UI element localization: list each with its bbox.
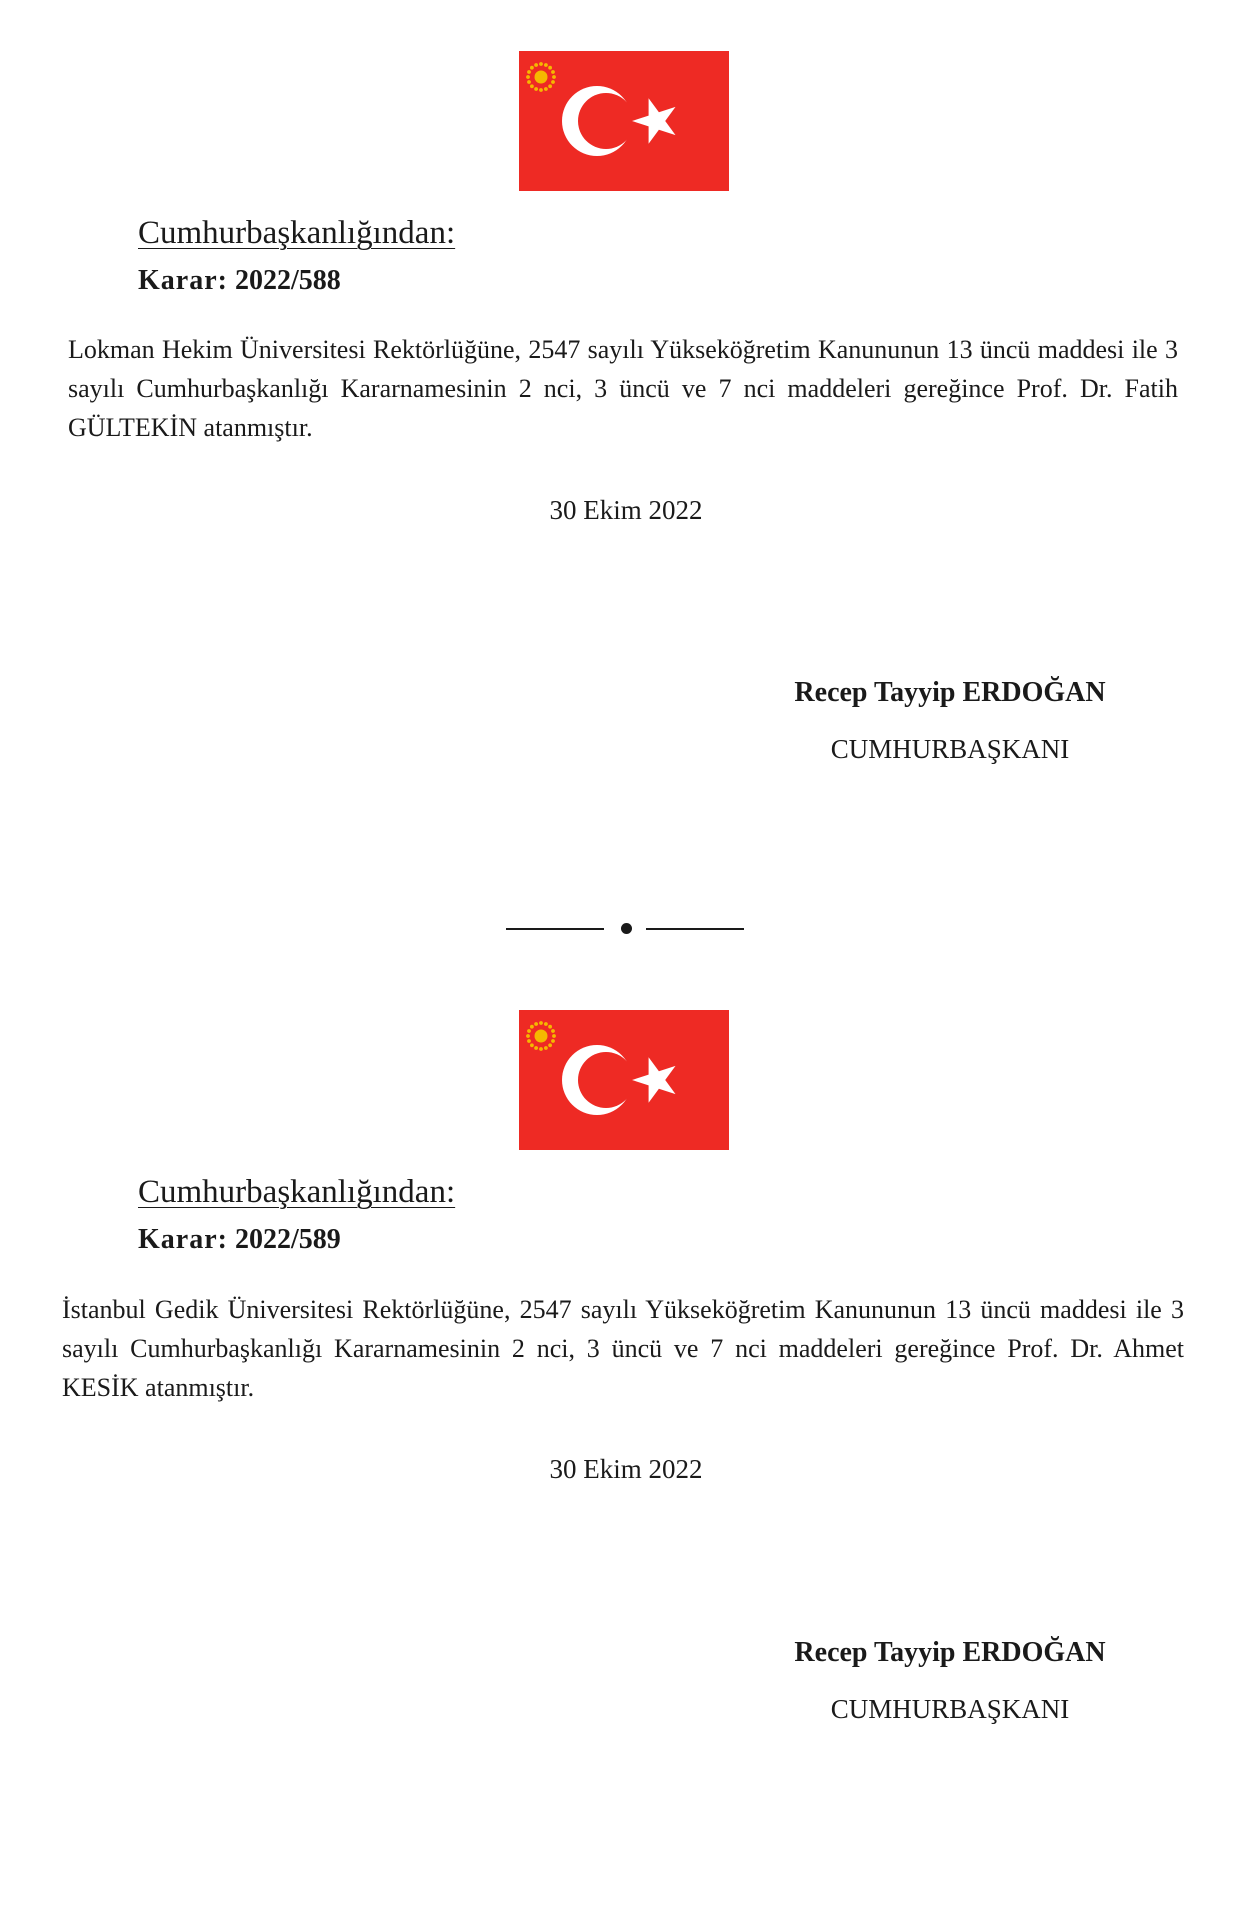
turkish-flag-emblem-icon xyxy=(519,51,729,191)
decision-label: Karar: xyxy=(138,265,228,296)
decision-label: Karar: xyxy=(138,1224,228,1255)
signatory-name: Recep Tayyip ERDOĞAN xyxy=(794,1637,1106,1668)
decision-number: 2022/589 xyxy=(234,1224,341,1255)
signatory-title: CUMHURBAŞKANI xyxy=(830,734,1070,764)
decision-paragraph: İstanbul Gedik Üniversitesi Rektörlüğüne, 2547 sayılı Yükseköğretim Kanununun 13 üncü maddesi ile 3 sayılı Cumhurbaşkanlığı Kararnamesinin 2 nci, 3 üncü ve 7 nci maddeleri gereğince Prof. Dr. Ahmet KESİK atanmıştır. xyxy=(62,1295,1184,1402)
decision-date: 30 Ekim 2022 xyxy=(549,1454,703,1484)
decision-line xyxy=(138,265,341,297)
separator-line-right xyxy=(646,928,744,930)
signatory-title: CUMHURBAŞKANI xyxy=(830,1694,1070,1724)
decision-date: 30 Ekim 2022 xyxy=(549,495,703,525)
signatory-name: Recep Tayyip ERDOĞAN xyxy=(794,677,1106,708)
separator-line-left xyxy=(506,928,604,930)
section-heading: Cumhurbaşkanlığından: xyxy=(138,215,456,251)
separator-dot xyxy=(621,923,632,934)
section-heading: Cumhurbaşkanlığından: xyxy=(138,1174,456,1210)
decision-paragraph: Lokman Hekim Üniversitesi Rektörlüğüne, 2547 sayılı Yükseköğretim Kanununun 13 üncü maddesi ile 3 sayılı Cumhurbaşkanlığı Kararnamesinin 2 nci, 3 üncü ve 7 nci maddeleri gereğince Prof. Dr. Fatih GÜLTEKİN atanmıştır. xyxy=(68,335,1178,442)
decision-number: 2022/588 xyxy=(234,265,341,296)
decision-line xyxy=(138,1224,341,1256)
section-separator xyxy=(506,918,746,938)
turkish-flag-emblem-icon xyxy=(519,1010,729,1150)
